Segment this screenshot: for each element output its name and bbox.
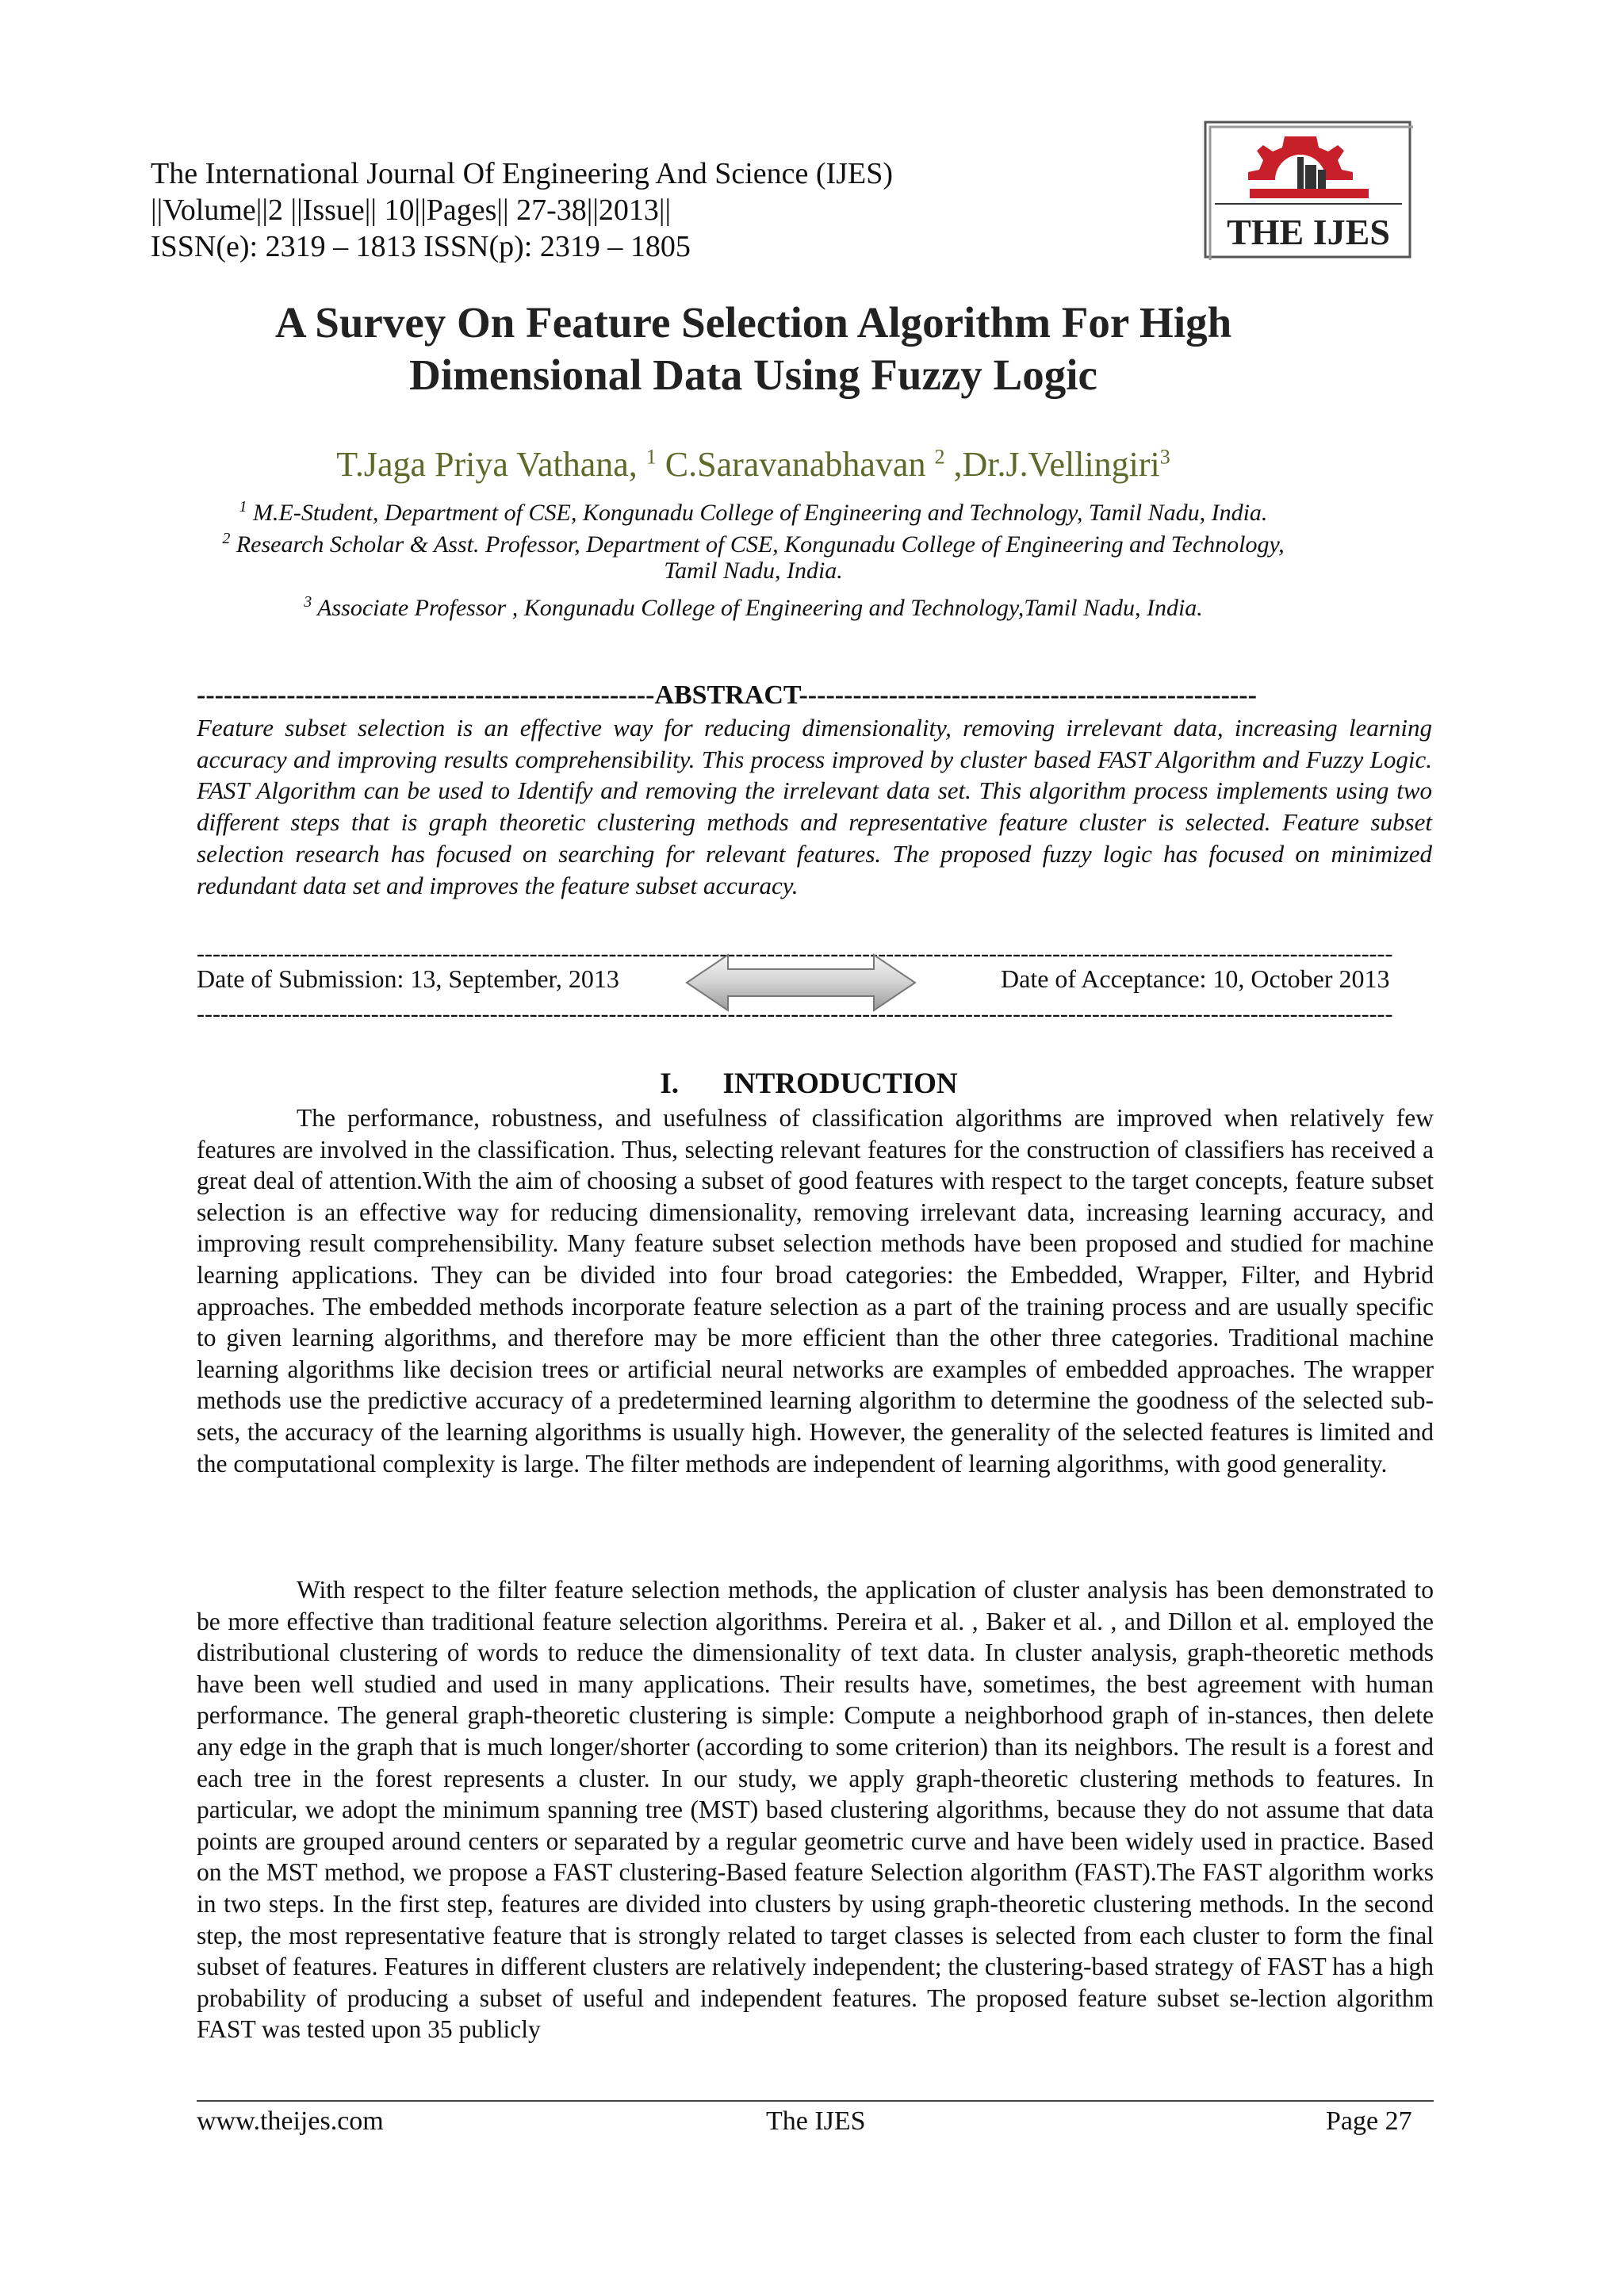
volume-info: ||Volume||2 ||Issue|| 10||Pages|| 27-38||2013|| [151, 194, 672, 227]
divider-top: ------------------------------------------------------------------------------------------------------------------------------------------------------- [197, 941, 1393, 967]
journal-logo [1204, 121, 1413, 260]
logo-text: THE IJES [1227, 212, 1390, 252]
author-2-sup: 2 [934, 445, 945, 469]
issn-info: ISSN(e): 2319 – 1813 ISSN(p): 2319 – 1805 [151, 230, 691, 263]
footer-page-number: Page 27 [1326, 2106, 1412, 2136]
author-1-sup: 1 [645, 445, 657, 469]
acceptance-date: Date of Acceptance: 10, October 2013 [1001, 964, 1390, 993]
abstract-body: Feature subset selection is an effective way for reducing dimensionality, removing irrelevant data, increasing learning accuracy and improving results comprehensibility. This process improved by cluster based FAST Algorithm and Fuzzy Logic. FAST Algorithm can be used to Identify and removing the irrelevant data set. This algorithm process implements using two different steps that is graph theoretic clustering methods and representative feature cluster is selected. Feature subset selection research has focused on searching for relevant features. The proposed fuzzy logic has focused on minimized redundant data set and improves the feature subset accuracy. [197, 714, 1432, 899]
footer-journal: The IJES [766, 2106, 866, 2136]
affiliation-2-sup: 2 [222, 530, 231, 547]
authors-line [151, 444, 1356, 485]
intro-paragraph-1-text: The performance, robustness, and usefulness of classification algorithms are improved when relatively few features are involved in the classification. Thus, selecting relevant features for the construction of classifiers has received a great deal of attention.With the aim of choosing a subset of good features with respect to the target concepts, feature subset selection is an effective way for reducing dimensionality, removing irrelevant data, increasing learning accuracy, and improving result comprehensibility. Many feature subset selection methods have been proposed and studied for machine learning applications. They can be divided into four broad categories: the Embedded, Wrapper, Filter, and Hybrid approaches. The embedded methods incorporate feature selection as a part of the training process and are usually specific to given learning algorithms, and therefore may be more efficient than the other three categories. Traditional machine learning algorithms like decision trees or artificial neural networks are examples of embedded approaches. The wrapper methods use the predictive accuracy of a predetermined learning algorithm to determine the goodness of the selected sub-sets, the accuracy of the learning algorithms is usually high. However, the generality of the selected features is limited and the computational complexity is large. The filter methods are independent of learning algorithms, with good generality. [197, 1104, 1434, 1478]
submission-date: Date of Submission: 13, September, 2013 [197, 964, 619, 993]
affiliation-2-cont: Tamil Nadu, India. [664, 558, 843, 584]
affiliation-1-text: M.E-Student, Department of CSE, Kongunadu College of Engineering and Technology, Tamil Nadu, India. [253, 500, 1268, 526]
divider-bottom: ------------------------------------------------------------------------------------------------------------------------------------------------------- [197, 1001, 1393, 1027]
affiliation-2-text: Research Scholar & Asst. Professor, Department of CSE, Kongunadu College of Engineering and Technology, [236, 531, 1285, 558]
affiliation-3-text: Associate Professor , Kongunadu College of Engineering and Technology,Tamil Nadu, India. [317, 595, 1203, 621]
affiliation-3-sup: 3 [304, 593, 312, 611]
journal-name: The International Journal Of Engineering And Science (IJES) [151, 157, 893, 190]
section-heading-introduction: I. INTRODUCTION [660, 1068, 958, 1100]
paper-title-line1: A Survey On Feature Selection Algorithm For High [274, 298, 1232, 347]
author-3-sup: 3 [1159, 445, 1170, 469]
intro-paragraph-2-text: With respect to the filter feature selection methods, the application of cluster analysis has been demonstrated to be more effective than traditional feature selection algorithms. Pereira et al. , Baker et al. , and Dillon et al. employed the distributional clustering of words to reduce the dimensionality of text data. In cluster analysis, graph-theoretic methods have been well studied and used in many applications. Their results have, sometimes, the best agreement with human performance. The general graph-theoretic clustering is simple: Compute a neighborhood graph of in-stances, then delete any edge in the graph that is much longer/shorter (according to some criterion) than its neighbors. The result is a forest and each tree in the forest represents a cluster. In our study, we apply graph-theoretic clustering methods to features. In particular, we adopt the minimum spanning tree (MST) based clustering algorithms, because they do not assume that data points are grouped around centers or separated by a regular geometric curve and have been widely used in practice. Based on the MST method, we propose a FAST clustering-Based feature Selection algorithm (FAST).The FAST algorithm works in two steps. In the first step, features are divided into clusters by using graph-theoretic clustering methods. In the second step, the most representative feature that is strongly related to target classes is selected from each cluster to form the final subset of features. Features in different clusters are relatively independent; the clustering-based strategy of FAST has a high probability of producing a subset of useful and independent features. The proposed feature subset se-lection algorithm FAST was tested upon 35 publicly [197, 1576, 1434, 2044]
intro-paragraph-2 [197, 1574, 1434, 2045]
author-1: T.Jaga Priya Vathana, [336, 445, 638, 484]
intro-paragraph-1 [197, 1102, 1434, 1479]
affiliation-3 [151, 587, 1356, 623]
ijes-logo-icon [1204, 121, 1413, 260]
abstract-heading: ---------------------------------------------------ABSTRACT--------------------------------------------------- [197, 680, 1257, 710]
affiliation-1-sup: 1 [239, 498, 247, 516]
author-2: C.Saravanabhavan [665, 445, 926, 484]
footer-rule [197, 2100, 1434, 2102]
author-3: ,Dr.J.Vellingiri [953, 445, 1160, 484]
abstract-heading-text: ABSTRACT [654, 680, 799, 710]
footer-website: www.theijes.com [197, 2106, 384, 2136]
paper-title-line2: Dimensional Data Using Fuzzy Logic [409, 351, 1097, 399]
